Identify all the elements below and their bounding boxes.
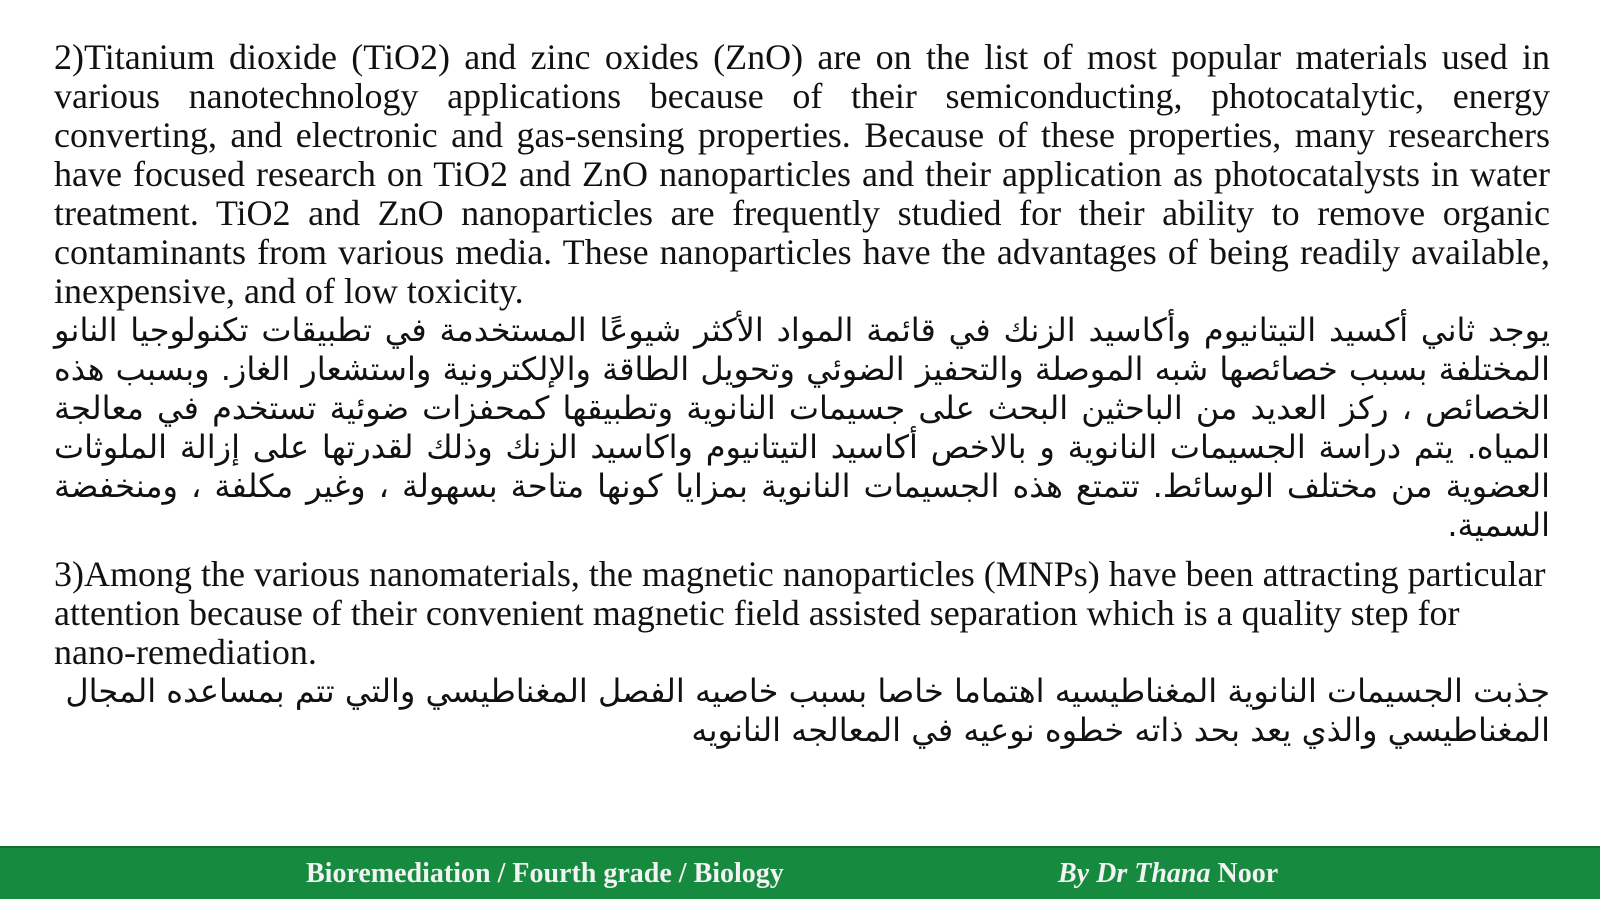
footer-course-label: Bioremediation / Fourth grade / Biology (306, 858, 784, 889)
footer-author-label (1058, 858, 1278, 890)
footer-author-surname: Noor (1210, 858, 1279, 889)
paragraph-3-english: 3)Among the various nanomaterials, the magnetic nanoparticles (MNPs) have been attracting particular attention because of their convenient magnetic field assisted separation which is a quality step for nano-remediation. (54, 554, 1546, 672)
paragraph-3-arabic: جذبت الجسيمات النانوية المغناطيسيه اهتماما خاصا بسبب خاصيه الفصل المغناطيسي والتي تتم بمساعده المجال المغناطيسي والذي يعد بحد ذاته خطوه نوعيه في المعالجه النانويه (65, 672, 1550, 749)
slide-content (54, 38, 1550, 760)
paragraph-titanium-zinc-oxides (54, 38, 1550, 545)
paragraph-2-english: 2)Titanium dioxide (TiO2) and zinc oxides (ZnO) are on the list of most popular materials used in various nanotechnology applications because of their semiconducting, photocatalytic, energy converting, and electronic and gas-sensing properties. Because of these properties, many researchers have focused research on TiO2 and ZnO nanoparticles and their application as photocatalysts in water treatment. TiO2 and ZnO nanoparticles are frequently studied for their ability to remove organic contaminants from various media. These nanoparticles have the advantages of being readily available, inexpensive, and of low toxicity. (54, 37, 1550, 311)
footer-bar (0, 846, 1600, 899)
paragraph-2-arabic: يوجد ثاني أكسيد التيتانيوم وأكاسيد الزنك في قائمة المواد الأكثر شيوعًا المستخدمة في تطبيقات تكنولوجيا النانو المختلفة بسبب خصائصها شبه الموصلة والتحفيز الضوئي وتحويل الطاقة والإلكترونية واستشعار الغاز. وبسبب هذه الخصائص ، ركز العديد من الباحثين البحث على جسيمات النانوية وتطبيقها كمحفزات ضوئية تستخدم في معالجة المياه. يتم دراسة الجسيمات النانوية و بالاخص أكاسيد التيتانيوم واكاسيد الزنك وذلك لقدرتها على إزالة الملوثات العضوية من مختلف الوسائط. تتمتع هذه الجسيمات النانوية بمزايا كونها متاحة بسهولة ، وغير مكلفة ، ومنخفضة السمية. (54, 311, 1550, 544)
paragraph-magnetic-nanoparticles (54, 555, 1550, 750)
footer-author-prefix: By Dr Thana (1058, 858, 1211, 889)
